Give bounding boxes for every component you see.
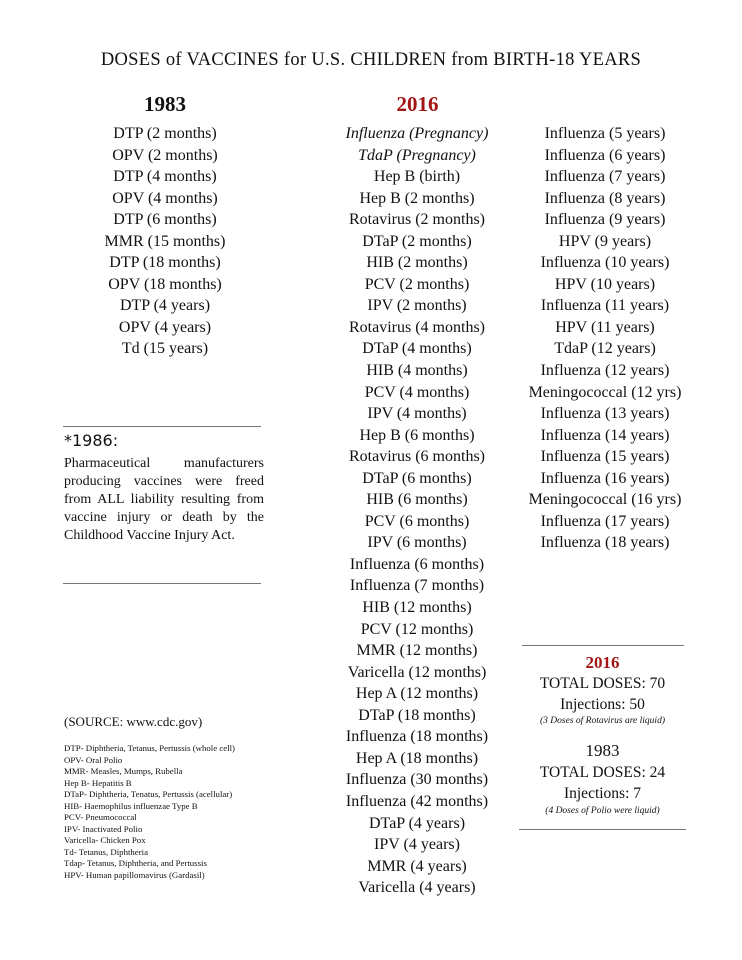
schedule-2016-list (327, 123, 507, 899)
vaccine-dose-2016: MMR (12 months) (356, 642, 478, 660)
vaccine-dose-2016: Influenza (7 years) (544, 168, 666, 186)
vaccine-dose-1983: DTP (4 years) (119, 297, 211, 315)
abbreviation-item: HIB- Haemophilus influenzae Type B (64, 800, 198, 811)
vaccine-dose-2016: Influenza (15 years) (540, 448, 670, 466)
vaccine-dose-2016: Influenza (8 years) (544, 189, 666, 207)
vaccine-dose-2016: Influenza (6 months) (349, 555, 485, 573)
divider (63, 583, 261, 584)
vaccine-dose-2016: Influenza (6 years) (544, 146, 666, 164)
vaccine-dose-1983: Td (15 years) (121, 340, 209, 358)
vaccine-dose-2016: Hep A (18 months) (355, 749, 479, 767)
summary-2016-injections: Injections: 50 (560, 696, 645, 713)
vaccine-dose-2016: Influenza (5 years) (544, 125, 666, 142)
year-heading-2016: 2016 (396, 92, 439, 116)
schedule-1983-list (80, 123, 250, 360)
vaccine-dose-1983: OPV (4 years) (118, 318, 212, 336)
vaccine-dose-2016: DTaP (6 months) (362, 469, 472, 487)
source-citation: (SOURCE: www.cdc.gov) (64, 714, 203, 729)
vaccine-dose-2016: TdaP (Pregnancy) (358, 146, 476, 164)
vaccine-dose-2016: Influenza (12 years) (540, 362, 670, 380)
vaccine-dose-2016: Influenza (11 years) (540, 297, 670, 315)
vaccine-dose-2016: DTaP (4 months) (362, 340, 472, 358)
abbreviation-item: HPV- Human papillomavirus (Gardasil) (64, 869, 205, 880)
note-body: Pharmaceutical manufacturers producing vaccines were freed from ALL liability resulting from vaccine injury or death by the Childhood Vaccine Injury Act. (64, 456, 264, 543)
vaccine-dose-1983: MMR (15 months) (104, 232, 226, 250)
vaccine-dose-2016: DTaP (4 years) (368, 814, 466, 832)
vaccine-dose-2016: IPV (2 months) (367, 297, 467, 315)
abbreviation-item: Varicella- Chicken Pox (64, 835, 146, 845)
vaccine-dose-2016: Varicella (12 months) (347, 663, 487, 681)
year-heading-1983: 1983 (144, 92, 186, 116)
vaccine-dose-2016: Meningococcal (16 yrs) (528, 491, 682, 509)
vaccine-dose-2016: Influenza (13 years) (540, 405, 670, 423)
vaccine-dose-2016: Rotavirus (2 months) (349, 211, 485, 229)
summary-2016-year: 2016 (585, 653, 620, 672)
vaccine-dose-1983: OPV (4 months) (112, 189, 218, 207)
summary-2016-note: (3 Doses of Rotavirus are liquid) (540, 716, 665, 726)
vaccine-dose-2016: HPV (11 years) (555, 318, 655, 336)
vaccine-dose-2016: DTaP (2 months) (362, 232, 472, 250)
abbreviation-item: Tdap- Tetanus, Diphtheria, and Pertussis (64, 858, 207, 868)
vaccine-dose-2016: Meningococcal (12 yrs) (528, 383, 682, 401)
vaccine-dose-2016: Influenza (10 years) (540, 254, 670, 272)
summary-1983-total: TOTAL DOSES: 24 (539, 764, 666, 781)
divider (519, 829, 686, 830)
vaccine-dose-2016: Influenza (18 months) (345, 728, 489, 746)
vaccine-dose-2016: Influenza (7 months) (349, 577, 485, 595)
vaccine-dose-2016: Influenza (18 years) (540, 534, 670, 552)
summary-1983-year: 1983 (585, 741, 620, 760)
vaccine-dose-2016: Influenza (17 years) (540, 512, 670, 530)
vaccine-dose-2016: HIB (2 months) (366, 254, 468, 272)
vaccine-dose-2016: Hep A (12 months) (355, 685, 479, 703)
abbreviation-item: DTP- Diphtheria, Tetanus, Pertussis (whole cell) (64, 743, 235, 753)
vaccine-dose-1983: DTP (18 months) (109, 254, 221, 272)
summary-2016-total: TOTAL DOSES: 70 (539, 675, 666, 692)
vaccine-dose-2016: DTaP (18 months) (358, 706, 476, 724)
vaccine-dose-2016: PCV (4 months) (364, 383, 470, 401)
vaccine-dose-2016: HPV (10 years) (554, 275, 656, 293)
abbreviation-legend (64, 743, 235, 881)
abbreviation-item: PCV- Pneumococcal (64, 812, 137, 822)
page-title: DOSES of VACCINES for U.S. CHILDREN from BIRTH-18 YEARS (100, 50, 642, 70)
vaccine-dose-2016: Rotavirus (4 months) (349, 318, 485, 336)
vaccine-dose-2016: Hep B (birth) (373, 168, 461, 186)
vaccine-dose-2016: IPV (6 months) (367, 534, 467, 552)
abbreviation-item: OPV- Oral Polio (64, 754, 123, 765)
vaccine-dose-2016: HIB (6 months) (366, 491, 468, 509)
vaccine-dose-1983: OPV (18 months) (108, 275, 222, 293)
vaccine-dose-2016: Rotavirus (6 months) (349, 448, 485, 466)
summary-1983-note: (4 Doses of Polio were liquid) (545, 806, 660, 816)
divider (522, 645, 684, 646)
vaccine-dose-2016: IPV (4 years) (374, 836, 460, 854)
vaccine-dose-2016: Hep B (2 months) (359, 189, 475, 207)
vaccine-dose-1983: OPV (2 months) (112, 146, 218, 164)
schedule-2016-list-continued (515, 123, 695, 554)
vaccine-dose-1983: DTP (6 months) (113, 211, 217, 229)
vaccine-dose-2016: HIB (4 months) (366, 362, 468, 380)
vaccine-dose-2016: TdaP (12 years) (554, 340, 656, 358)
vaccine-dose-2016: PCV (6 months) (364, 512, 470, 530)
vaccine-dose-2016: Influenza (9 years) (544, 211, 666, 229)
vaccine-dose-2016: Influenza (16 years) (540, 469, 670, 487)
vaccine-dose-2016: MMR (4 years) (367, 857, 467, 875)
note-heading: *1986: (64, 431, 119, 450)
vaccine-dose-1983: DTP (4 months) (113, 168, 217, 186)
vaccine-dose-2016: Influenza (30 months) (345, 771, 489, 789)
vaccine-dose-2016: HPV (9 years) (558, 232, 652, 250)
summary-1983-injections: Injections: 7 (563, 785, 642, 802)
abbreviation-item: Hep B- Hepatitis B (64, 777, 132, 788)
abbreviation-item: MMR- Measles, Mumps, Rubella (64, 766, 183, 776)
divider (63, 426, 261, 427)
vaccine-dose-2016: Influenza (14 years) (540, 426, 670, 444)
vaccine-dose-2016: IPV (4 months) (367, 405, 467, 423)
vaccine-dose-1983: DTP (2 months) (113, 125, 217, 142)
vaccine-dose-2016: Varicella (4 years) (358, 879, 476, 897)
vaccine-dose-2016: PCV (2 months) (364, 275, 470, 293)
vaccine-dose-2016: Influenza (42 months) (345, 792, 489, 810)
vaccine-dose-2016: Influenza (Pregnancy) (345, 125, 489, 142)
vaccine-dose-2016: HIB (12 months) (362, 599, 472, 617)
abbreviation-item: Td- Tetanus, Diphtheria (64, 846, 148, 857)
vaccine-dose-2016: PCV (12 months) (360, 620, 474, 638)
abbreviation-item: IPV- Inactivated Polio (64, 823, 143, 834)
vaccine-dose-2016: Hep B (6 months) (359, 426, 475, 444)
abbreviation-item: DTaP- Diphtheria, Tenatus, Pertussis (acellular) (64, 789, 233, 799)
